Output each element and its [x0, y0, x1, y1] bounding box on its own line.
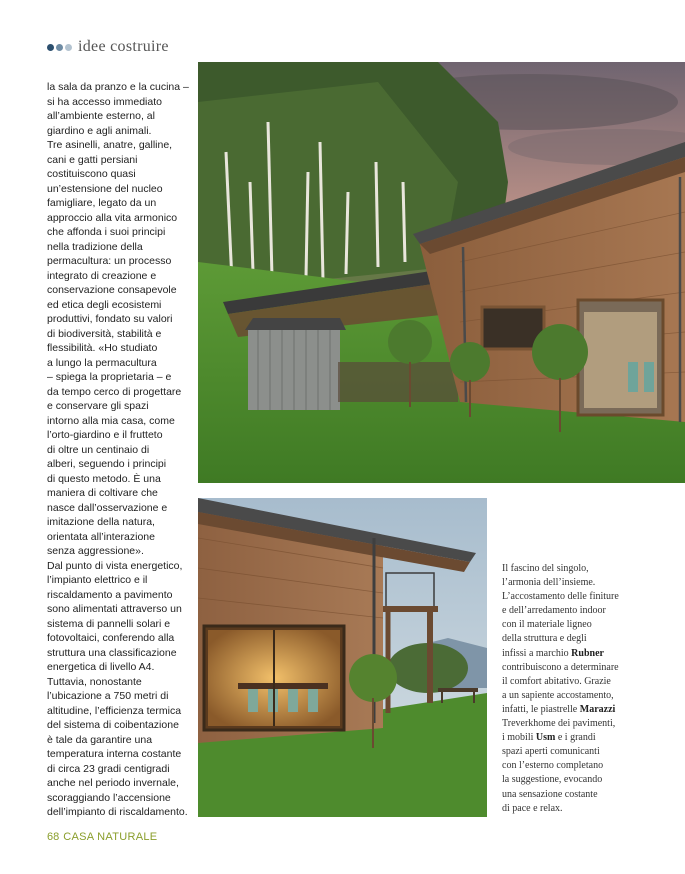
article-line: famigliare, legato da un [47, 197, 157, 209]
article-line: produttivi, fondato su valori [47, 313, 173, 325]
brand-usm: Usm [535, 732, 556, 744]
article-line: cani e gatti persiani [47, 153, 138, 166]
article-line: conservazione consapevole [47, 284, 177, 296]
caption-line [502, 703, 682, 717]
article-line: temperatura interna costante [47, 748, 182, 760]
article-line: la sala da pranzo e la cucina – [47, 81, 189, 93]
caption-line: l’armonia dell’insieme. [502, 577, 596, 589]
caption-line: una sensazione costante [502, 788, 598, 800]
article-line: sistema di pannelli solari e [47, 617, 171, 630]
article-line: a lungo la permacultura [47, 356, 157, 369]
caption-line: Il fascino del singolo, [502, 563, 589, 574]
caption-text: e i grandi [557, 732, 596, 744]
page-number: 68 [47, 831, 60, 843]
caption-line: e dell’arredamento indoor [502, 605, 606, 617]
article-line: energetica di livello A4. [47, 661, 155, 673]
photo-caption [502, 562, 682, 816]
brand-rubner: Rubner [571, 647, 604, 659]
article-line: struttura una classificazione [47, 646, 177, 659]
dot-light [65, 44, 72, 51]
article-line: – spiega la proprietaria – e [47, 371, 172, 383]
caption-line [502, 731, 682, 745]
article-line: permacultura: un processo [47, 255, 172, 267]
article-line: scoraggiando l’accensione [47, 791, 171, 804]
article-line: si ha accesso immediato [47, 95, 162, 108]
article-line: che affonda i suoi principi [47, 226, 166, 238]
article-line: altitudine, l’efficienza termica [47, 704, 182, 717]
section-dots [47, 44, 72, 51]
section-header [47, 36, 169, 58]
article-line: di questo metodo. È una [47, 472, 161, 485]
article-line: fotovoltaici, conferendo alla [47, 632, 175, 644]
article-line: approccio alla vita armonico [47, 211, 178, 224]
caption-line: Treverkhome dei pavimenti, [502, 718, 616, 730]
article-line: riscaldamento a pavimento [47, 588, 173, 601]
article-line: flessibilità. «Ho studiato [47, 342, 158, 354]
brand-marazzi: Marazzi [579, 703, 616, 715]
article-line: anche nel periodo invernale, [47, 777, 179, 789]
article-line: giardino e agli animali. [47, 124, 152, 137]
article-line: è tale da garantire una [47, 733, 153, 746]
article-line: da tempo cerco di progettare [47, 385, 182, 398]
caption-line: spazi aperti comunicanti [502, 746, 600, 758]
article-line: e conservare gli spazi [47, 400, 149, 412]
article-line: del sistema di coibentazione [47, 719, 179, 731]
article-text [47, 80, 192, 820]
section-title: idee costruire [78, 38, 169, 55]
article-line: l’ubicazione a 750 metri di [47, 690, 169, 702]
caption-line: della struttura e degli [502, 633, 587, 645]
article-line: orientata all’interazione [47, 530, 155, 543]
article-line: sono alimentati attraverso un [47, 603, 182, 615]
article-line: Dal punto di vista energetico, [47, 559, 183, 572]
article-line: dell’impianto di riscaldamento. [47, 806, 188, 818]
caption-text: i mobili [502, 732, 534, 744]
article-line: nella tradizione della [47, 240, 143, 253]
dot-dark [47, 44, 54, 51]
caption-text: infissi a marchio [502, 647, 569, 659]
photo-house-exterior [198, 62, 685, 483]
article-line: imitazione della natura, [47, 516, 155, 528]
article-line: integrato di creazione e [47, 269, 157, 282]
article-line: Tuttavia, nonostante [47, 675, 142, 688]
article-line: l’impianto elettrico e il [47, 574, 148, 586]
caption-line: il comfort abitativo. Grazie [502, 675, 611, 687]
caption-line: di pace e relax. [502, 802, 563, 814]
article-line: Tre asinelli, anatre, galline, [47, 139, 173, 151]
photo-house-dining-window [198, 498, 487, 817]
article-line: l’orto-giardino e il frutteto [47, 429, 163, 441]
article-line: costituiscono quasi [47, 168, 136, 180]
caption-line: con il materiale ligneo [502, 619, 592, 631]
caption-line: a un sapiente accostamento, [502, 689, 614, 701]
dot-mid [56, 44, 63, 51]
article-line: maniera di coltivare che [47, 487, 158, 499]
article-line: ed etica degli ecosistemi [47, 298, 162, 311]
article-line: all’ambiente esterno, al [47, 110, 155, 122]
caption-line: la suggestione, evocando [502, 774, 603, 786]
publication-name: CASA NATURALE [63, 831, 158, 843]
article-line: nasce dall’osservazione e [47, 501, 168, 514]
caption-line [502, 647, 682, 661]
caption-line: L’accostamento delle finiture [502, 591, 619, 603]
page-footer [47, 831, 157, 843]
article-line: di circa 23 gradi centigradi [47, 762, 170, 775]
caption-text: infatti, le piastrelle [502, 703, 578, 715]
article-line: di biodiversità, stabilità e [47, 327, 162, 340]
article-line: intorno alla mia casa, come [47, 414, 175, 427]
caption-line: contribuiscono a determinare [502, 661, 619, 673]
caption-line: con l’esterno completano [502, 760, 604, 772]
article-line: un’estensione del nucleo [47, 182, 163, 195]
article-line: di oltre un centinaio di [47, 443, 150, 456]
article-line: alberi, seguendo i principi [47, 458, 167, 470]
article-line: senza aggressione». [47, 545, 144, 557]
